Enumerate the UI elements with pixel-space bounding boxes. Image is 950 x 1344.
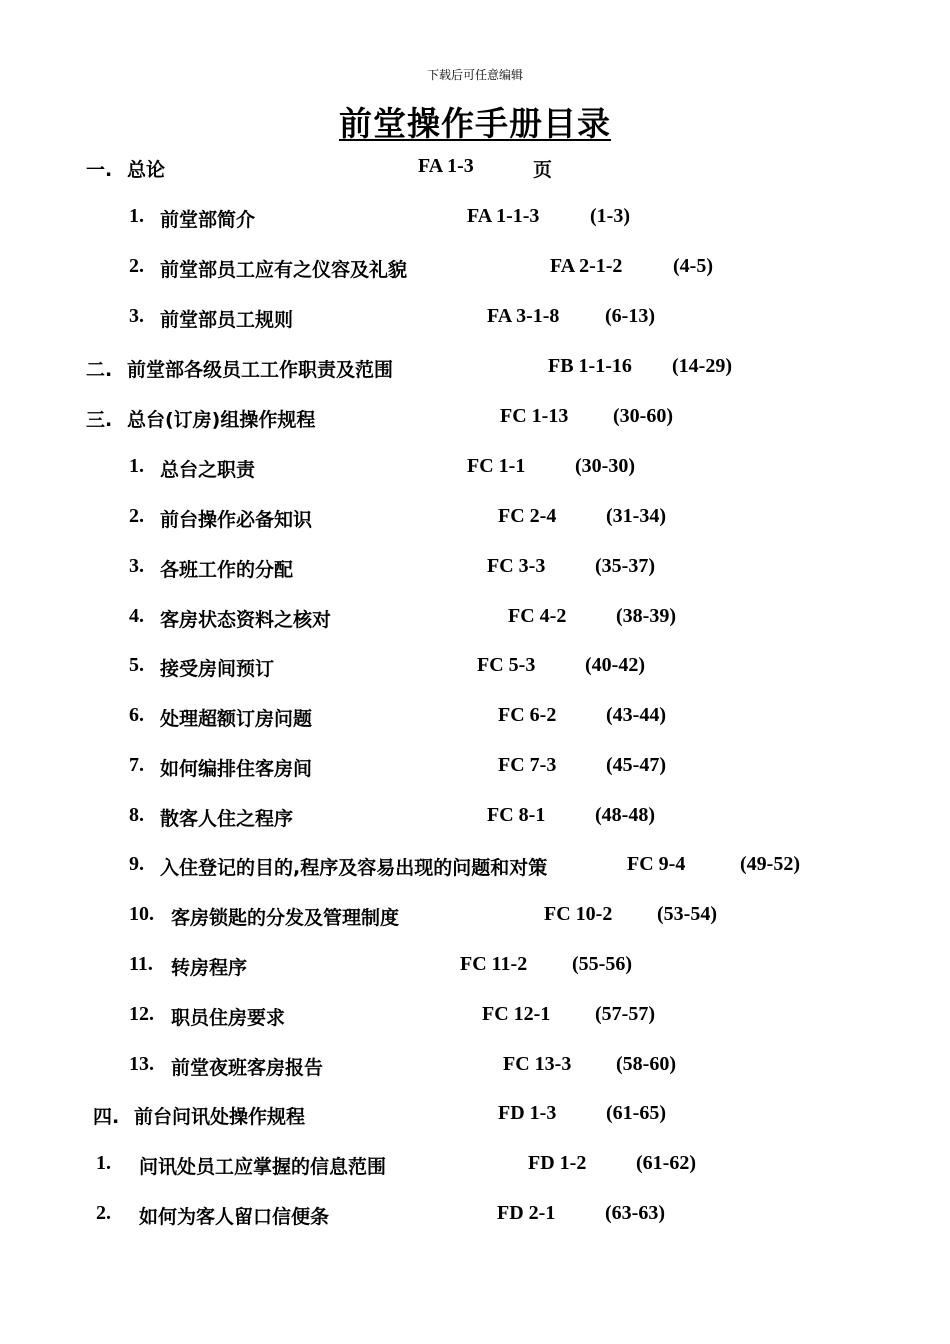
toc-pages: (48-48) — [595, 804, 655, 826]
toc-code: FD 2-1 — [497, 1202, 556, 1224]
toc-pages: (40-42) — [585, 654, 645, 676]
toc-number: 12. — [129, 1003, 154, 1025]
toc-pages: (4-5) — [673, 255, 713, 277]
toc-label: 总论 — [127, 159, 166, 181]
toc-entry — [0, 1152, 950, 1182]
toc-code: FC 1-13 — [500, 405, 569, 427]
toc-pages: (30-30) — [575, 455, 635, 477]
toc-pages: (55-56) — [572, 953, 632, 975]
toc-number: 1. — [129, 455, 144, 477]
toc-label: 如何为客人留口信便条 — [139, 1206, 330, 1228]
toc-entry — [0, 455, 950, 485]
toc-number: 4. — [129, 605, 144, 627]
toc-entry — [0, 605, 950, 635]
toc-label: 接受房间预订 — [160, 658, 275, 680]
toc-code: FB 1-1-16 — [548, 355, 632, 377]
toc-code: FC 7-3 — [498, 754, 557, 776]
toc-code: FC 1-1 — [467, 455, 526, 477]
toc-pages: (30-60) — [613, 405, 673, 427]
toc-entry — [0, 1053, 950, 1083]
toc-pages: (43-44) — [606, 704, 666, 726]
toc-code: FA 1-1-3 — [467, 205, 540, 227]
toc-label: 前堂部员工规则 — [160, 309, 294, 331]
toc-number: 9. — [129, 853, 144, 875]
toc-pages: (58-60) — [616, 1053, 676, 1075]
toc-code: FC 13-3 — [503, 1053, 572, 1075]
toc-number: 一. — [86, 159, 113, 181]
toc-entry — [0, 704, 950, 734]
toc-label: 转房程序 — [171, 957, 248, 979]
toc-entry — [0, 555, 950, 585]
toc-pages: (63-63) — [605, 1202, 665, 1224]
toc-number: 四. — [93, 1106, 120, 1128]
toc-label: 职员住房要求 — [171, 1007, 286, 1029]
toc-label: 处理超额订房问题 — [160, 708, 313, 730]
toc-entry — [0, 903, 950, 933]
toc-entry — [0, 255, 950, 285]
toc-code: FC 3-3 — [487, 555, 546, 577]
toc-code: FC 10-2 — [544, 903, 613, 925]
toc-number: 三. — [86, 409, 113, 431]
document-title: 前堂操作手册目录 — [339, 104, 611, 143]
toc-label: 如何编排住客房间 — [160, 758, 313, 780]
toc-code: FC 2-4 — [498, 505, 557, 527]
toc-label: 总台之职责 — [160, 459, 256, 481]
toc-entry — [0, 205, 950, 235]
toc-number: 二. — [86, 359, 113, 381]
toc-entry — [0, 305, 950, 335]
toc-number: 5. — [129, 654, 144, 676]
toc-number: 11. — [129, 953, 153, 975]
toc-number: 8. — [129, 804, 144, 826]
toc-entry — [0, 1102, 950, 1132]
toc-code: FA 3-1-8 — [487, 305, 560, 327]
toc-number: 2. — [96, 1202, 111, 1224]
toc-code: FC 12-1 — [482, 1003, 551, 1025]
toc-label: 客房锁匙的分发及管理制度 — [171, 907, 400, 929]
toc-label: 前台操作必备知识 — [160, 509, 313, 531]
toc-code: FC 6-2 — [498, 704, 557, 726]
toc-number: 13. — [129, 1053, 154, 1075]
toc-pages: (61-65) — [606, 1102, 666, 1124]
toc-entry — [0, 804, 950, 834]
toc-code: FD 1-2 — [528, 1152, 587, 1174]
toc-number: 1. — [129, 205, 144, 227]
toc-pages: (49-52) — [740, 853, 800, 875]
toc-pages: (1-3) — [590, 205, 630, 227]
toc-number: 3. — [129, 555, 144, 577]
toc-entry — [0, 754, 950, 784]
toc-code: FC 5-3 — [477, 654, 536, 676]
toc-label: 各班工作的分配 — [160, 559, 294, 581]
toc-pages: (31-34) — [606, 505, 666, 527]
toc-code: FC 9-4 — [627, 853, 686, 875]
toc-entry — [0, 853, 950, 883]
toc-label: 总台(订房)组操作规程 — [127, 409, 316, 431]
toc-entry — [0, 155, 950, 185]
toc-label: 客房状态资料之核对 — [160, 609, 332, 631]
toc-number: 1. — [96, 1152, 111, 1174]
toc-code: FA 1-3 — [418, 155, 474, 177]
toc-pages: (14-29) — [672, 355, 732, 377]
toc-pages: (6-13) — [605, 305, 655, 327]
toc-pages: (57-57) — [595, 1003, 655, 1025]
toc-entry — [0, 953, 950, 983]
toc-entry — [0, 405, 950, 435]
toc-number: 3. — [129, 305, 144, 327]
toc-code: FD 1-3 — [498, 1102, 557, 1124]
toc-code: FC 4-2 — [508, 605, 567, 627]
toc-label: 前台问讯处操作规程 — [134, 1106, 306, 1128]
toc-number: 6. — [129, 704, 144, 726]
toc-pages: (45-47) — [606, 754, 666, 776]
toc-entry — [0, 505, 950, 535]
toc-entry — [0, 355, 950, 385]
toc-label: 前堂部员工应有之仪容及礼貌 — [160, 259, 408, 281]
toc-label: 问讯处员工应掌握的信息范围 — [139, 1156, 387, 1178]
toc-label: 前堂夜班客房报告 — [171, 1057, 324, 1079]
toc-label: 散客人住之程序 — [160, 808, 294, 830]
toc-number: 10. — [129, 903, 154, 925]
toc-code: FC 8-1 — [487, 804, 546, 826]
toc-label: 入住登记的目的,程序及容易出现的问题和对策 — [160, 857, 548, 879]
toc-label: 前堂部各级员工工作职责及范围 — [127, 359, 394, 381]
toc-code: FC 11-2 — [460, 953, 528, 975]
toc-pages: (53-54) — [657, 903, 717, 925]
toc-pages: (35-37) — [595, 555, 655, 577]
toc-number: 2. — [129, 255, 144, 277]
toc-entry — [0, 654, 950, 684]
toc-entry — [0, 1202, 950, 1232]
toc-code: FA 2-1-2 — [550, 255, 623, 277]
toc-number: 2. — [129, 505, 144, 527]
toc-pages: (38-39) — [616, 605, 676, 627]
toc-number: 7. — [129, 754, 144, 776]
toc-pages: 页 — [533, 159, 553, 181]
toc-label: 前堂部简介 — [160, 209, 256, 231]
toc-entry — [0, 1003, 950, 1033]
watermark-text: 下载后可任意编辑 — [426, 68, 523, 82]
toc-pages: (61-62) — [636, 1152, 696, 1174]
